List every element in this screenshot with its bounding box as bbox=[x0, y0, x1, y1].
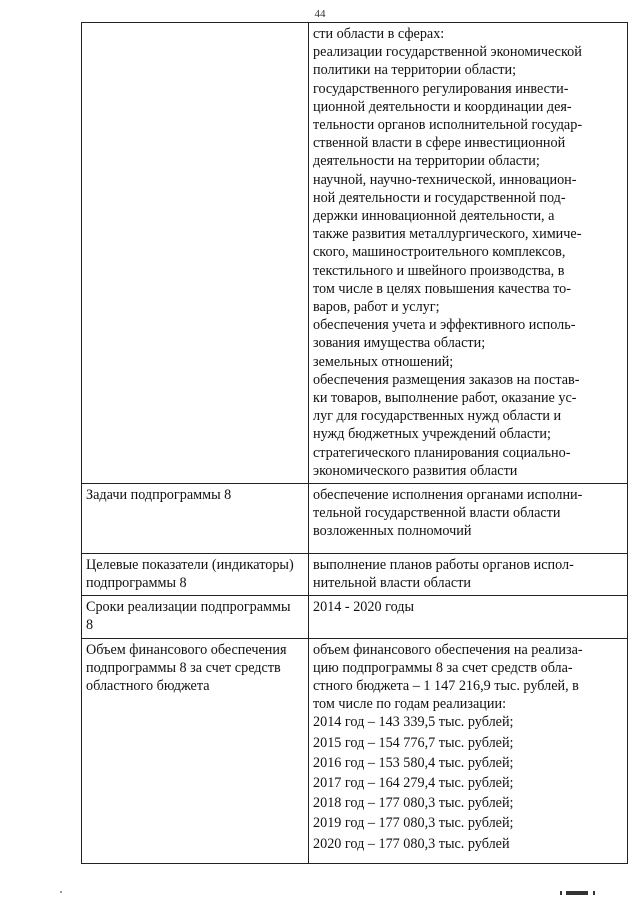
content-line: ной деятельности и государственной под- bbox=[313, 189, 566, 206]
table-row bbox=[82, 596, 628, 638]
content-line: ственной власти в сфере инвестиционной bbox=[313, 135, 566, 152]
year-funding-line: 2014 год – 143 339,5 тыс. рублей; bbox=[313, 714, 514, 731]
content-line: зования имущества области; bbox=[313, 335, 486, 352]
table-row bbox=[82, 23, 628, 484]
content-line: политики на территории области; bbox=[313, 62, 517, 79]
content-line: государственного регулирования инвести- bbox=[313, 80, 569, 97]
content-line: деятельности на территории области; bbox=[313, 153, 540, 170]
row-content-cell bbox=[309, 553, 628, 595]
content-line: обеспечения учета и эффективного исполь- bbox=[313, 317, 576, 334]
year-funding-line: 2016 год – 153 580,4 тыс. рублей; bbox=[313, 754, 514, 771]
content-line: текстильного и швейного производства, в bbox=[313, 262, 565, 279]
row-label: подпрограммы 8 за счет средств bbox=[86, 659, 281, 676]
row-label: областного бюджета bbox=[86, 677, 210, 694]
content-line: луг для государственных нужд области и bbox=[313, 408, 562, 425]
content-line: нительной власти области bbox=[313, 574, 472, 591]
row-content-cell bbox=[309, 23, 628, 484]
content-line: ционной деятельности и координации дея- bbox=[313, 98, 572, 115]
content-line: том числе в целях повышения качества то- bbox=[313, 280, 571, 297]
table-row bbox=[82, 638, 628, 863]
row-label-cell bbox=[82, 596, 309, 638]
year-funding-line: 2019 год – 177 080,3 тыс. рублей; bbox=[313, 815, 514, 832]
content-line: ки товаров, выполнение работ, оказание ус- bbox=[313, 390, 577, 407]
row-label: 8 bbox=[86, 617, 94, 634]
content-line: 2014 - 2020 годы bbox=[313, 599, 415, 616]
content-line: нужд бюджетных учреждений области; bbox=[313, 426, 551, 443]
content-line: том числе по годам реализации: bbox=[313, 696, 507, 713]
content-line: стного бюджета – 1 147 216,9 тыс. рублей, в bbox=[313, 677, 579, 694]
year-funding-line: 2020 год – 177 080,3 тыс. рублей bbox=[313, 835, 510, 852]
row-label: подпрограммы 8 bbox=[86, 574, 187, 591]
page-number: 44 bbox=[314, 8, 326, 20]
content-line: варов, работ и услуг; bbox=[313, 299, 440, 316]
table-row bbox=[82, 553, 628, 595]
row-label: Целевые показатели (индикаторы) bbox=[86, 556, 294, 573]
year-funding-line: 2017 год – 164 279,4 тыс. рублей; bbox=[313, 774, 514, 791]
content-line: реализации государственной экономической bbox=[313, 44, 582, 61]
content-line: выполнение планов работы органов испол- bbox=[313, 556, 574, 573]
row-label-cell bbox=[82, 638, 309, 863]
scan-barcode-mark bbox=[566, 891, 588, 895]
row-content-cell bbox=[309, 596, 628, 638]
content-line: сти области в сферах: bbox=[313, 26, 445, 42]
content-line: обеспечение исполнения органами исполни- bbox=[313, 487, 583, 504]
year-funding-line: 2015 год – 154 776,7 тыс. рублей; bbox=[313, 734, 514, 751]
content-line: цию подпрограммы 8 за счет средств обла- bbox=[313, 659, 573, 676]
content-line: объем финансового обеспечения на реализа- bbox=[313, 641, 583, 658]
table-row bbox=[82, 484, 628, 554]
subprogram-passport-table bbox=[81, 22, 628, 864]
content-line: экономического развития области bbox=[313, 462, 518, 479]
content-line: земельных отношений; bbox=[313, 353, 454, 370]
year-funding-line: 2018 год – 177 080,3 тыс. рублей; bbox=[313, 795, 514, 812]
content-line: обеспечения размещения заказов на постав- bbox=[313, 371, 580, 388]
row-content-cell bbox=[309, 484, 628, 554]
row-label: Сроки реализации подпрограммы bbox=[86, 599, 291, 616]
content-line: научной, научно-технической, инновацион- bbox=[313, 171, 577, 188]
content-line: держки инновационной деятельности, а bbox=[313, 208, 555, 225]
scan-dot-mark bbox=[60, 891, 62, 893]
row-label: Задачи подпрограммы 8 bbox=[86, 487, 232, 504]
content-line: стратегического планирования социально- bbox=[313, 444, 571, 461]
content-line: тельной государственной власти области bbox=[313, 505, 561, 522]
content-line: возложенных полномочий bbox=[313, 523, 472, 540]
row-label-cell bbox=[82, 484, 309, 554]
row-content-cell bbox=[309, 638, 628, 863]
content-line: также развития металлургического, химиче- bbox=[313, 226, 582, 243]
content-line: тельности органов исполнительной государ- bbox=[313, 117, 583, 134]
row-label-cell bbox=[82, 23, 309, 484]
row-label: Объем финансового обеспечения bbox=[86, 641, 287, 658]
content-line: ского, машиностроительного комплексов, bbox=[313, 244, 566, 261]
row-label-cell bbox=[82, 553, 309, 595]
